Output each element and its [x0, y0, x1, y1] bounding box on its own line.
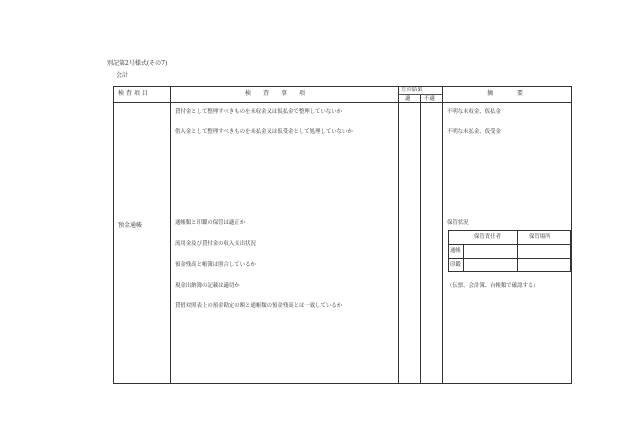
divider-matters-column [398, 86, 399, 384]
divider-item-column [170, 86, 171, 384]
storage-table [448, 230, 571, 272]
divider-summary-column [442, 86, 443, 384]
summary-note-1: 不明な未収金、仮払金 [447, 109, 501, 115]
matter-3: 通帳類と印鑑の保管は適正か [175, 220, 246, 226]
matter-7: 貸借対照表上の預金勘定の額と通帳類の預金残高とは一致しているか [175, 303, 343, 309]
divider-result-column [420, 94, 421, 384]
header-matters: 検 査 事 項 [245, 90, 306, 97]
storage-title: 保管状況 [447, 220, 469, 226]
storage-column-divider [517, 230, 518, 272]
section-title: 会計 [116, 72, 129, 79]
matter-5: 預金残高と帳簿は照合しているか [175, 262, 256, 268]
storage-col-location: 保管場所 [529, 234, 551, 240]
matter-4: 流用金及び貸付金の収入支出状況 [175, 241, 256, 247]
storage-label-divider [463, 244, 464, 272]
form-reference: 別記第2号様式(その7) [107, 60, 168, 67]
matter-6: 現金出納簿の記載は適切か [175, 283, 240, 289]
storage-col-responsible: 保管責任者 [474, 234, 501, 240]
header-result: 左の結果 [401, 87, 423, 93]
storage-row-seal: 印鑑 [450, 262, 461, 268]
header-bottom-line [113, 102, 572, 103]
header-summary: 摘 要 [487, 90, 524, 97]
header-item: 検 査 項 目 [118, 90, 148, 97]
summary-note-2: 不明な未払金、仮受金 [447, 129, 501, 135]
header-ok: 適 [405, 95, 411, 102]
matter-1: 貸付金として整理すべきものを未収金又は仮払金で整理していないか [175, 109, 343, 115]
storage-row-line-2 [448, 258, 571, 259]
storage-row-passbook: 通帳 [450, 248, 461, 254]
matter-2: 借入金として整理すべきものを未払金又は仮受金として処理していないか [175, 129, 353, 135]
item-name: 預金通帳 [118, 222, 143, 229]
storage-row-line-1 [448, 244, 571, 245]
summary-note-3: （伝票、会計簿、台帳類で確認する） [447, 283, 539, 289]
header-ng: 不適 [424, 95, 435, 102]
